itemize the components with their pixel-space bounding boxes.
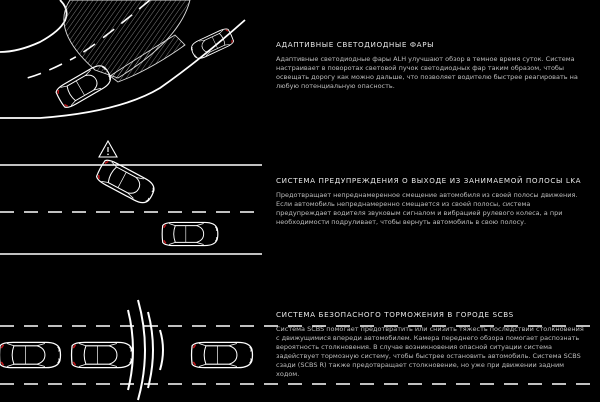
adaptive-headlights-text bbox=[276, 40, 586, 91]
section-body: Система SCBS помогает предотвратить или снизить тяжесть последствий столкновения с движущимися впереди автомобилем. Камера переднего обзора помогает распознать вероятность столкновения. В случае возникновения опасной ситуации система задействует тормозную систему, чтобы быстрее остановить автомобиль. Система SCBS сзади (SCBS R) также предотвращает столкновение, но уже при движении задним ходом. bbox=[276, 325, 584, 378]
warning-icon bbox=[99, 141, 117, 157]
section-body: Предотвращает непреднамеренное смещение автомобиля из своей полосы движения. Если автомобиль непреднамеренно смещается из своей полосы, система предупреждает водителя звуковым сигналом и вибрацией рулевого колеса, а при необходимости подруливает, чтобы вернуть автомобиль в свою полосу. bbox=[276, 191, 578, 226]
car-icon bbox=[0, 342, 60, 367]
city-brake-text bbox=[276, 310, 586, 379]
car-icon bbox=[189, 27, 235, 61]
car-icon bbox=[192, 342, 253, 367]
section-title: АДАПТИВНЫЕ СВЕТОДИОДНЫЕ ФАРЫ bbox=[276, 40, 435, 49]
section-title: СИСТЕМА БЕЗОПАСНОГО ТОРМОЖЕНИЯ В ГОРОДЕ SCBS bbox=[276, 310, 514, 319]
section-adaptive-headlights bbox=[0, 0, 600, 130]
car-icon bbox=[162, 222, 218, 245]
car-icon bbox=[72, 342, 133, 367]
sensor-waves-icon bbox=[128, 300, 163, 400]
section-smart-city-brake bbox=[0, 270, 600, 402]
section-lane-keep-assist bbox=[0, 130, 600, 270]
section-body: Адаптивные светодиодные фары ALH улучшают обзор в темное время суток. Система настраивает в поворотах световой пучок светодиодных фар таким образом, чтобы освещать дорогу как можно дальше, что позволяет водителю быстрее реагировать на любую потенциальную опасность. bbox=[276, 55, 578, 90]
car-icon bbox=[54, 62, 114, 110]
section-title: СИСТЕМА ПРЕДУПРЕЖДЕНИЯ О ВЫХОДЕ ИЗ ЗАНИМАЕМОЙ ПОЛОСЫ LKA bbox=[276, 176, 582, 185]
lane-keep-text bbox=[276, 176, 586, 227]
